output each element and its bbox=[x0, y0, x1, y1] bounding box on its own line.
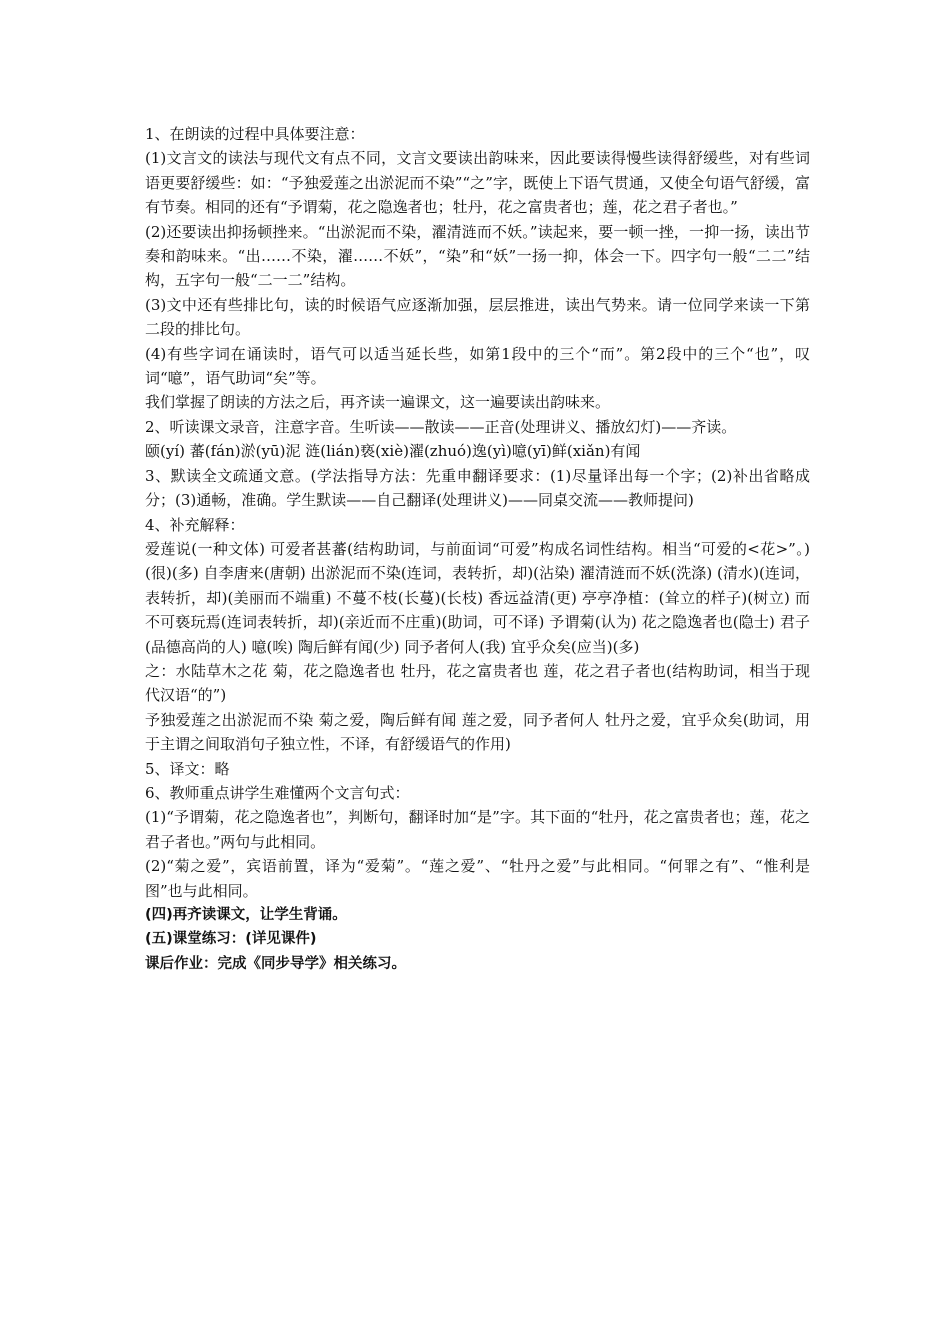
paragraph: 予独爱莲之出淤泥而不染 菊之爱，陶后鲜有闻 莲之爱，同予者何人 牡丹之爱，宜乎众矣(助词，用于主谓之间取消句子独立性，不译，有舒缓语气的作用) bbox=[145, 710, 810, 754]
paragraph: (3)文中还有些排比句，读的时候语气应逐渐加强，层层推进，读出气势来。请一位同学来读一下第二段的排比句。 bbox=[145, 295, 810, 339]
bold-line: 课后作业：完成《同步导学》相关练习。 bbox=[145, 955, 406, 972]
bold-line: (五)课堂练习：(详见课件) bbox=[145, 931, 317, 948]
heading-supplement: 4、补充解释： bbox=[145, 515, 245, 534]
bold-line: (四)再齐读课文，让学生背诵。 bbox=[145, 907, 347, 923]
paragraph: (1)“予谓菊，花之隐逸者也”，判断句，翻译时加“是”字。其下面的“牡丹，花之富贵者也；莲，花之君子者也。”两句与此相同。 bbox=[145, 808, 810, 851]
heading-silent-reading: 3、默读全文疏通文意。(学法指导方法：先重申翻译要求：(1)尽量译出每一个字；(2)补出省略成分；(3)通畅，准确。学生默读——自己翻译(处理讲义)——同桌交流——教师提问) bbox=[145, 466, 810, 510]
document-body bbox=[145, 122, 810, 976]
heading-reading-notes: 1、在朗读的过程中具体要注意： bbox=[145, 125, 365, 143]
paragraph: (2)还要读出抑扬顿挫来。“出淤泥而不染，濯清涟而不妖。”读起来，要一顿一挫，一抑一扬，读出节奏和韵味来。“出……不染，濯……不妖”，“染”和“妖”一扬一抑，体会一下。四字句一般“二二”结构，五字句一般“二一二”结构。 bbox=[145, 222, 810, 290]
heading-translation: 5、译文：略 bbox=[145, 759, 230, 778]
paragraph: 爱莲说(一种文体) 可爱者甚蕃(结构助词，与前面词“可爱”构成名词性结构。相当“可爱的<花>”。)(很)(多) 自李唐来(唐朝) 出淤泥而不染(连词，表转折，却)(沾染) 濯清涟而不妖(洗涤) (清水)(连词，表转折，却)(美丽而不端重) 不蔓不枝(长蔓)(长枝) 香远益清(更) 亭亭净植：(耸立的样子)(树立) 而不可亵玩焉(连词表转折，却)(亲近而不庄重)(助词，可不译) 予谓菊(认为) 花之隐逸者也(隐士) 君子(品德高尚的人) 噫(唉) 陶后鲜有闻(少) 同予者何人(我) 宜乎众矣(应当)(多) bbox=[145, 539, 810, 656]
paragraph: (1)文言文的读法与现代文有点不同，文言文要读出韵味来，因此要读得慢些读得舒缓些，对有些词语更要舒缓些：如：“予独爱莲之出淤泥而不染”“之”字，既使上下语气贯通，又使全句语气舒缓，富有节奏。相同的还有“予谓菊，花之隐逸者也；牡丹，花之富贵者也；莲，花之君子者也。” bbox=[145, 149, 810, 217]
paragraph: 我们掌握了朗读的方法之后，再齐读一遍课文，这一遍要读出韵味来。 bbox=[145, 393, 611, 412]
heading-sentence-patterns: 6、教师重点讲学生难懂两个文言句式： bbox=[145, 783, 410, 802]
paragraph: (2)“菊之爱”，宾语前置，译为“爱菊”。“莲之爱”、“牡丹之爱”与此相同。“何罪之有”、“惟利是图”也与此相同。 bbox=[145, 857, 810, 900]
paragraph: 之：水陆草木之花 菊，花之隐逸者也 牡丹，花之富贵者也 莲，花之君子者也(结构助词，相当于现代汉语“的”) bbox=[145, 661, 810, 705]
paragraph: (4)有些字词在诵读时，语气可以适当延长些，如第1段中的三个“而”。第2段中的三个“也”，叹词“噫”，语气助词“矣”等。 bbox=[145, 344, 810, 388]
pinyin-line: 颐(yí) 蕃(fán)淤(yū)泥 涟(lián)亵(xiè)濯(zhuó)逸(yì)噫(yī)鲜(xiǎn)有闻 bbox=[145, 442, 641, 461]
heading-listen: 2、听读课文录音，注意字音。生听读——散读——正音(处理讲义、播放幻灯)——齐读。 bbox=[145, 417, 737, 436]
